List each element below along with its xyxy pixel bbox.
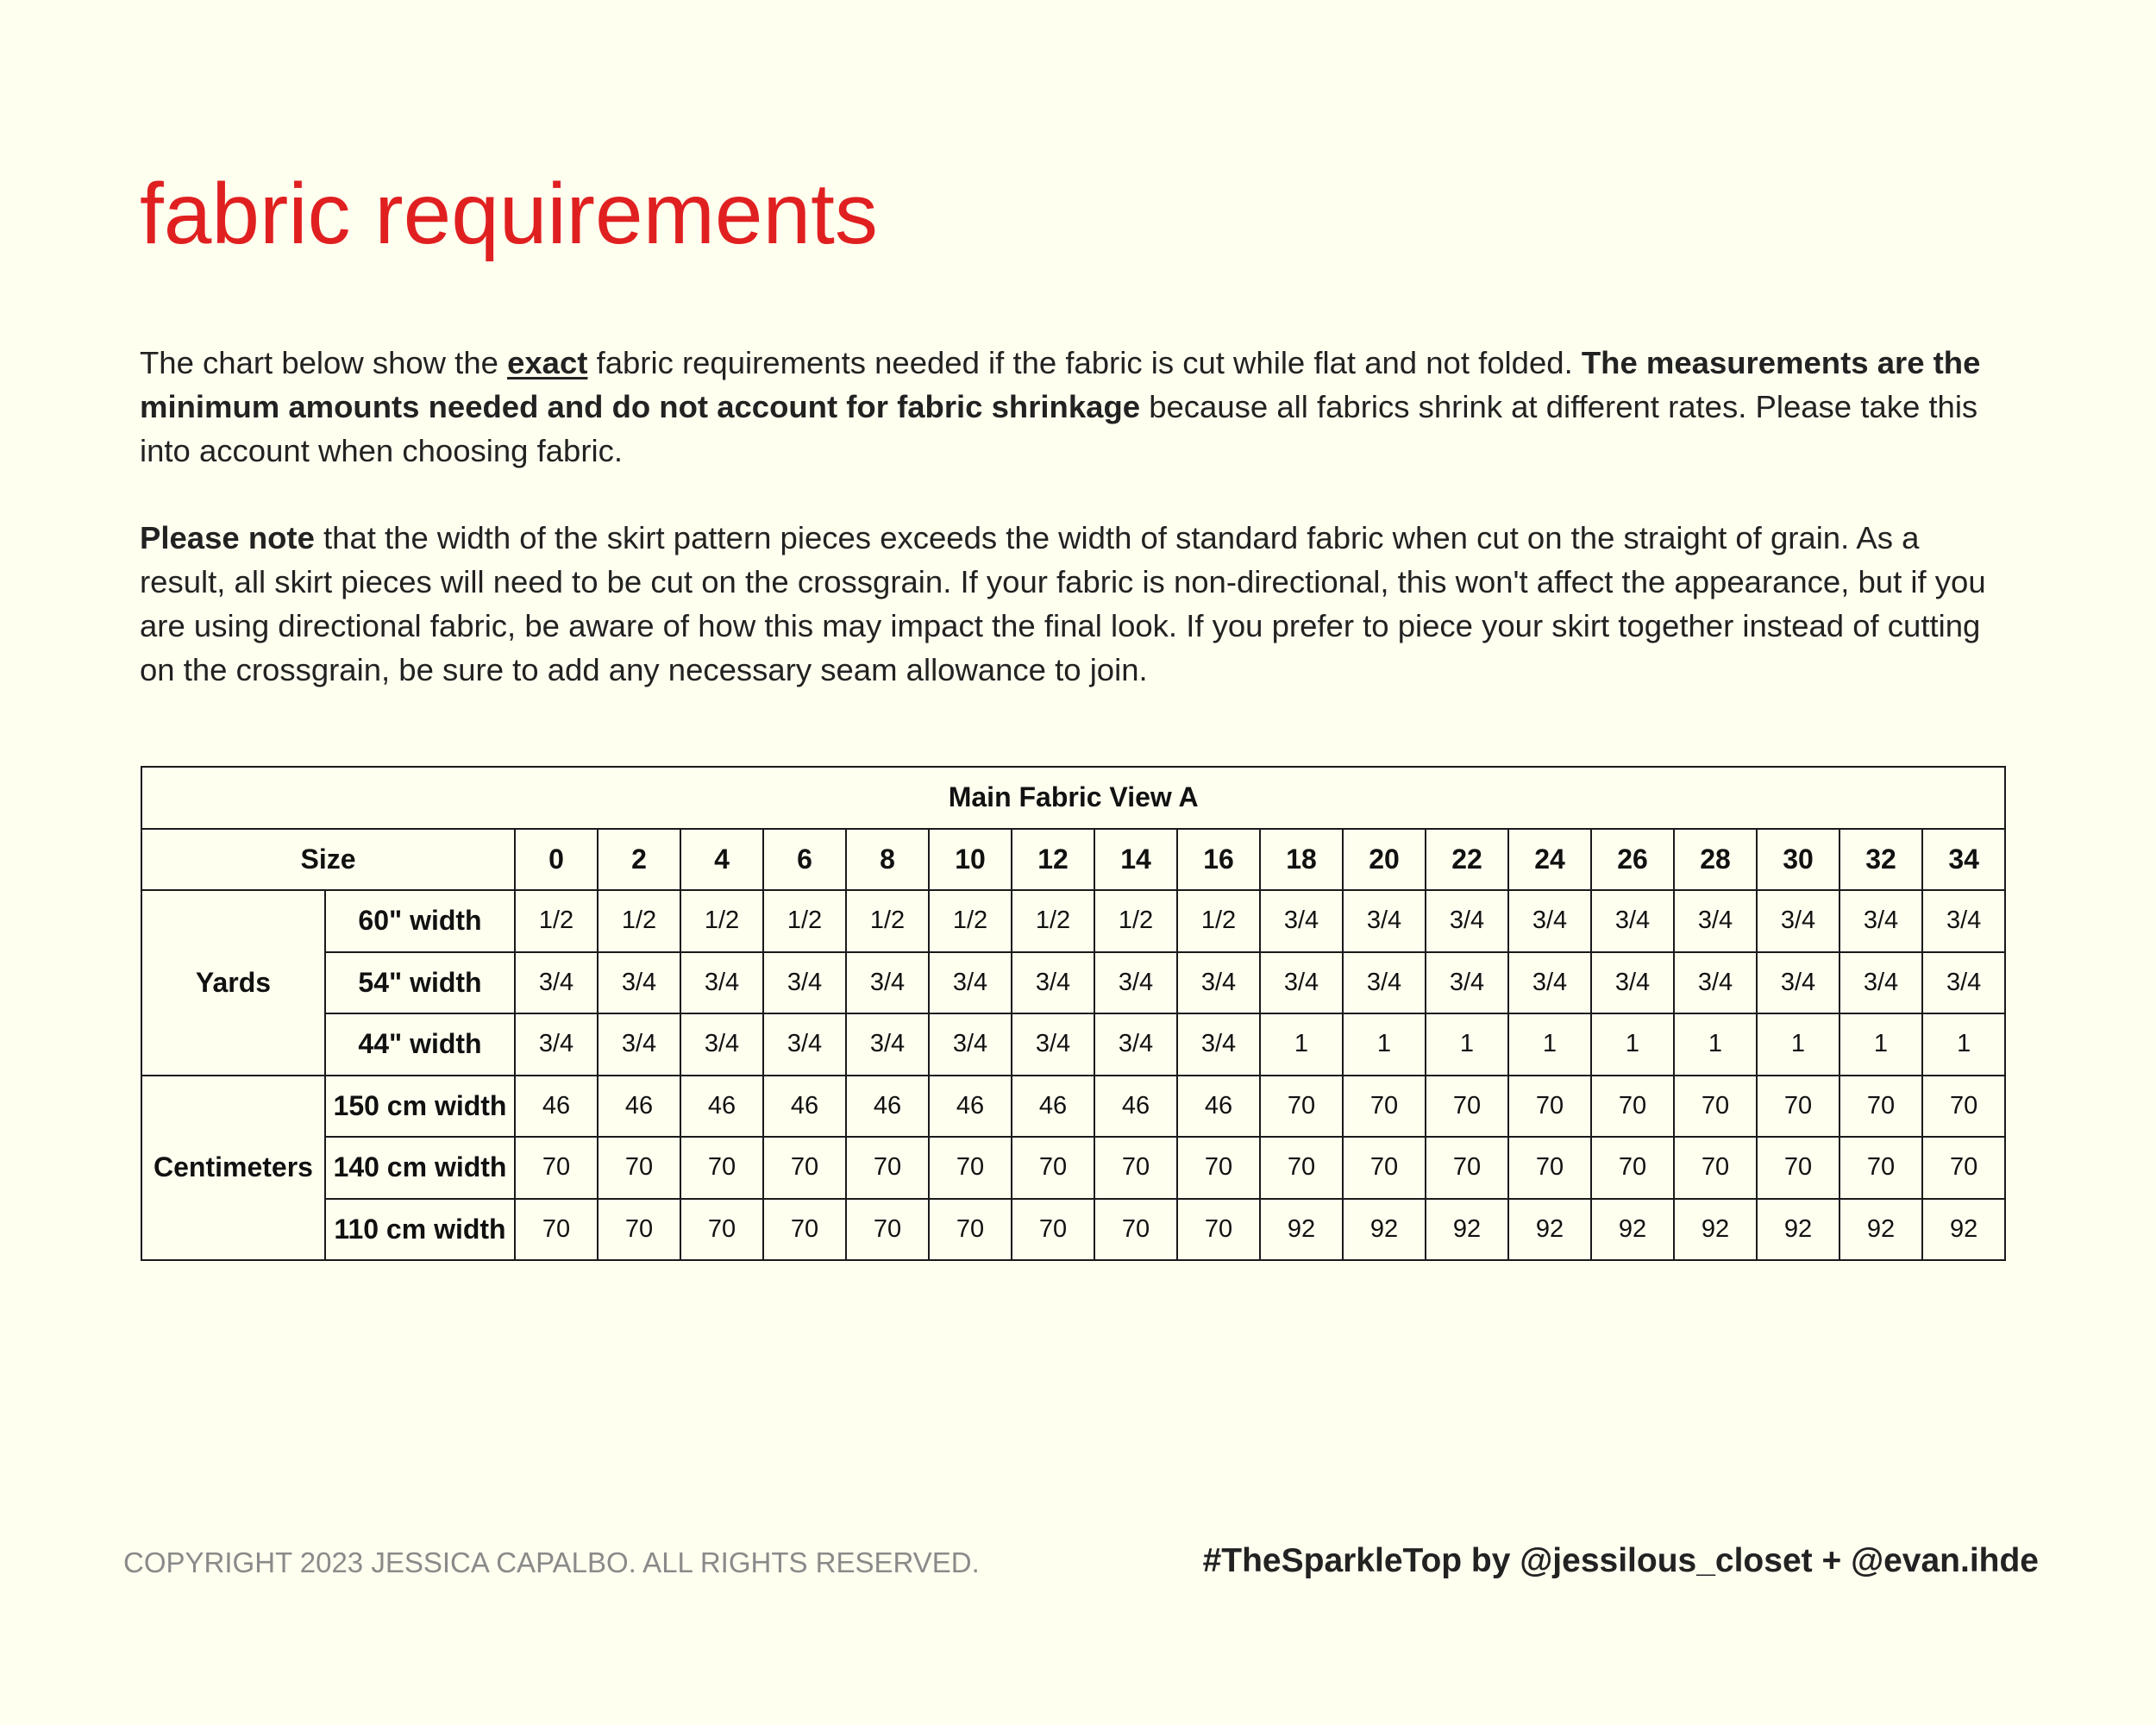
table-cell: 3/4 [1757, 890, 1839, 952]
fabric-width-label: 44" width [325, 1013, 515, 1076]
table-cell: 3/4 [680, 1013, 763, 1076]
size-column-header: 20 [1343, 829, 1426, 891]
size-column-header: 0 [515, 829, 598, 891]
intro-text-3: because all fabrics shrink at different rates. Please take this into account when choosing fabric. [140, 389, 1978, 468]
table-cell: 70 [1922, 1137, 2005, 1199]
table-cell: 46 [1012, 1076, 1094, 1138]
fabric-width-label: 150 cm width [325, 1076, 515, 1138]
table-cell: 3/4 [1922, 952, 2005, 1014]
size-column-header: 2 [598, 829, 680, 891]
fabric-requirements-table [141, 766, 2006, 1261]
page-title: fabric requirements [140, 166, 878, 262]
table-cell: 3/4 [1094, 952, 1177, 1014]
table-cell: 70 [1260, 1076, 1343, 1138]
table-cell: 92 [1343, 1199, 1426, 1261]
table-cell: 46 [1094, 1076, 1177, 1138]
table-cell: 1/2 [846, 890, 929, 952]
table-cell: 3/4 [1674, 952, 1757, 1014]
credit-line: #TheSparkleTop by @jessilous_closet + @evan.ihde [1202, 1542, 2039, 1579]
table-cell: 3/4 [1343, 890, 1426, 952]
table-cell: 46 [598, 1076, 680, 1138]
table-row [141, 1137, 2005, 1199]
table-cell: 3/4 [1343, 952, 1426, 1014]
table-cell: 3/4 [1508, 952, 1591, 1014]
table-cell: 92 [1591, 1199, 1674, 1261]
table-cell: 3/4 [1757, 952, 1839, 1014]
table-cell: 70 [1094, 1199, 1177, 1261]
table-caption-row [141, 767, 2005, 829]
size-column-header: 30 [1757, 829, 1839, 891]
table-cell: 70 [1591, 1076, 1674, 1138]
table-cell: 3/4 [1260, 890, 1343, 952]
table-cell: 46 [515, 1076, 598, 1138]
table-cell: 70 [680, 1137, 763, 1199]
table-row [141, 952, 2005, 1014]
table-cell: 1/2 [680, 890, 763, 952]
table-cell: 1 [1839, 1013, 1922, 1076]
table-cell: 3/4 [846, 952, 929, 1014]
table-cell: 3/4 [929, 1013, 1012, 1076]
size-column-header: 12 [1012, 829, 1094, 891]
table-cell: 70 [763, 1137, 846, 1199]
unit-group-label: Centimeters [141, 1076, 325, 1261]
table-cell: 70 [1757, 1137, 1839, 1199]
table-cell: 70 [1094, 1137, 1177, 1199]
table-cell: 70 [1508, 1137, 1591, 1199]
table-cell: 70 [1757, 1076, 1839, 1138]
table-cell: 1/2 [598, 890, 680, 952]
table-cell: 3/4 [1508, 890, 1591, 952]
table-cell: 1 [1260, 1013, 1343, 1076]
table-cell: 70 [1343, 1076, 1426, 1138]
fabric-width-label: 140 cm width [325, 1137, 515, 1199]
size-column-header: 26 [1591, 829, 1674, 891]
table-cell: 1/2 [929, 890, 1012, 952]
table-cell: 46 [929, 1076, 1012, 1138]
table-cell: 3/4 [1839, 890, 1922, 952]
table-cell: 1 [1426, 1013, 1508, 1076]
size-column-header: 8 [846, 829, 929, 891]
table-cell: 1/2 [1094, 890, 1177, 952]
table-cell: 3/4 [598, 1013, 680, 1076]
size-header: Size [141, 829, 515, 891]
table-cell: 92 [1426, 1199, 1508, 1261]
table-cell: 3/4 [763, 952, 846, 1014]
table-cell: 70 [929, 1137, 1012, 1199]
table-cell: 1 [1922, 1013, 2005, 1076]
table-cell: 70 [1508, 1076, 1591, 1138]
table-cell: 70 [763, 1199, 846, 1261]
table-cell: 70 [1591, 1137, 1674, 1199]
table-cell: 70 [1343, 1137, 1426, 1199]
table-cell: 70 [515, 1137, 598, 1199]
table-cell: 1 [1757, 1013, 1839, 1076]
table-cell: 3/4 [515, 952, 598, 1014]
copyright-notice: COPYRIGHT 2023 JESSICA CAPALBO. ALL RIGHTS RESERVED. [123, 1546, 980, 1578]
intro-emphasis: exact [507, 345, 588, 380]
table-cell: 92 [1757, 1199, 1839, 1261]
table-cell: 1 [1674, 1013, 1757, 1076]
table-cell: 46 [1177, 1076, 1260, 1138]
table-row [141, 1013, 2005, 1076]
fabric-width-label: 110 cm width [325, 1199, 515, 1261]
size-column-header: 16 [1177, 829, 1260, 891]
size-column-header: 10 [929, 829, 1012, 891]
table-cell: 1/2 [763, 890, 846, 952]
size-column-header: 24 [1508, 829, 1591, 891]
table-cell: 46 [680, 1076, 763, 1138]
size-column-header: 18 [1260, 829, 1343, 891]
size-column-header: 28 [1674, 829, 1757, 891]
table-cell: 70 [598, 1199, 680, 1261]
size-column-header: 34 [1922, 829, 2005, 891]
table-cell: 3/4 [1426, 890, 1508, 952]
note-bold: Please note [140, 520, 315, 555]
table-cell: 3/4 [1260, 952, 1343, 1014]
table-row [141, 1076, 2005, 1138]
table-cell: 70 [1922, 1076, 2005, 1138]
table-cell: 3/4 [1426, 952, 1508, 1014]
table-cell: 3/4 [1012, 952, 1094, 1014]
table-cell: 70 [1674, 1137, 1757, 1199]
table-cell: 1 [1343, 1013, 1426, 1076]
table-cell: 1/2 [1177, 890, 1260, 952]
table-cell: 3/4 [763, 1013, 846, 1076]
table-cell: 70 [1839, 1076, 1922, 1138]
table-cell: 70 [1177, 1199, 1260, 1261]
table-cell: 3/4 [1674, 890, 1757, 952]
table-cell: 70 [598, 1137, 680, 1199]
table-cell: 70 [1260, 1137, 1343, 1199]
table-cell: 70 [1012, 1199, 1094, 1261]
table-cell: 70 [1426, 1137, 1508, 1199]
table-cell: 70 [1012, 1137, 1094, 1199]
intro-text-2: fabric requirements needed if the fabric is cut while flat and not folded. [587, 345, 1582, 380]
table-cell: 3/4 [1012, 1013, 1094, 1076]
table-cell: 1/2 [1012, 890, 1094, 952]
table-cell: 70 [929, 1199, 1012, 1261]
table-cell: 70 [1839, 1137, 1922, 1199]
intro-bold: The measurements are the minimum amounts needed and do not account for fabric shrinkage [140, 345, 1981, 424]
table-cell: 3/4 [1094, 1013, 1177, 1076]
table-cell: 92 [1839, 1199, 1922, 1261]
table-cell: 70 [846, 1199, 929, 1261]
size-column-header: 6 [763, 829, 846, 891]
table-cell: 3/4 [929, 952, 1012, 1014]
table-header-row [141, 829, 2005, 891]
intro-paragraph [140, 341, 2002, 473]
intro-text-1: The chart below show the [140, 345, 508, 380]
size-column-header: 32 [1839, 829, 1922, 891]
table-cell: 46 [763, 1076, 846, 1138]
table-cell: 92 [1674, 1199, 1757, 1261]
table-cell: 3/4 [1922, 890, 2005, 952]
table-cell: 1 [1591, 1013, 1674, 1076]
size-column-header: 22 [1426, 829, 1508, 891]
note-text: that the width of the skirt pattern pieces exceeds the width of standard fabric when cut on the straight of grain. As a result, all skirt pieces will need to be cut on the crossgrain. If your fabric is non-directional, this won't affect the appearance, but if you are using directional fabric, be aware of how this may impact the final look. If you prefer to piece your skirt together instead of cutting on the crossgrain, be sure to add any necessary seam allowance to join. [140, 520, 1986, 687]
size-column-header: 4 [680, 829, 763, 891]
unit-group-label: Yards [141, 890, 325, 1076]
table-cell: 92 [1260, 1199, 1343, 1261]
fabric-width-label: 54" width [325, 952, 515, 1014]
table-cell: 3/4 [1177, 1013, 1260, 1076]
table-cell: 70 [846, 1137, 929, 1199]
table-row [141, 890, 2005, 952]
note-paragraph [140, 516, 2002, 692]
table-cell: 1/2 [515, 890, 598, 952]
table-cell: 3/4 [1177, 952, 1260, 1014]
table-cell: 3/4 [515, 1013, 598, 1076]
size-column-header: 14 [1094, 829, 1177, 891]
table-cell: 70 [1674, 1076, 1757, 1138]
table-cell: 92 [1922, 1199, 2005, 1261]
table-cell: 3/4 [680, 952, 763, 1014]
table-caption: Main Fabric View A [141, 767, 2005, 829]
table-cell: 3/4 [846, 1013, 929, 1076]
table-cell: 70 [1177, 1137, 1260, 1199]
table-row [141, 1199, 2005, 1261]
table-cell: 3/4 [1591, 890, 1674, 952]
table-cell: 3/4 [1839, 952, 1922, 1014]
table-cell: 70 [680, 1199, 763, 1261]
table-cell: 70 [515, 1199, 598, 1261]
table-cell: 46 [846, 1076, 929, 1138]
table-cell: 70 [1426, 1076, 1508, 1138]
table-cell: 3/4 [1591, 952, 1674, 1014]
fabric-width-label: 60" width [325, 890, 515, 952]
table-cell: 92 [1508, 1199, 1591, 1261]
table-cell: 1 [1508, 1013, 1591, 1076]
table-cell: 3/4 [598, 952, 680, 1014]
